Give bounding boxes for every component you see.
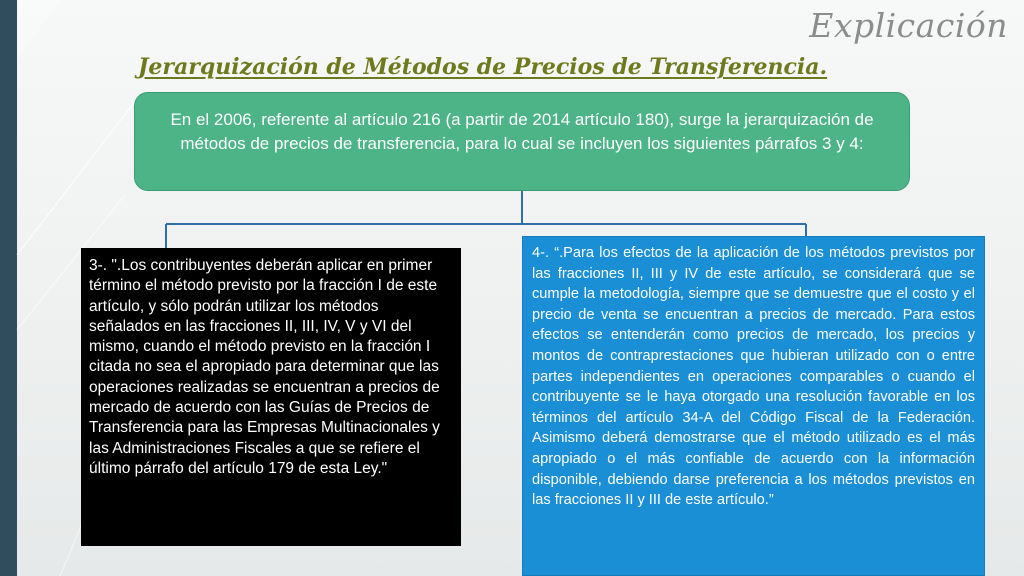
paragraph-4-text: 4-. “.Para los efectos de la aplicación de los métodos previstos por las fracciones II, III y IV de este artículo, se considerará que se cumple la metodología, siempre que se demuestre que el costo y el precio de venta se encuentran a precios de mercado. Para estos efectos se entenderán como precios de mercado, los precios y montos de contraprestaciones que hubieran utilizado con o entre partes independientes en operaciones comparables o cuando el contribuyente se le haya otorgado una resolución favorable en los términos del artículo 34-A del Código Fiscal de la Federación. Asimismo deberá demostrarse que el método utilizado es el más apropiado o el más confiable de acuerdo con la información disponible, debiendo darse preferencia a los métodos previstos en las fracciones II y III de este artículo.” xyxy=(532,245,975,509)
intro-text: En el 2006, referente al artículo 216 (a partir de 2014 artículo 180), surge la jerarquización de métodos de precios de transferencia, para lo cual se incluyen los siguientes párrafos 3 y 4: xyxy=(170,110,874,153)
paragraph-4-box xyxy=(522,236,985,576)
section-label: Explicación xyxy=(809,6,1008,45)
slide-title: Jerarquización de Métodos de Precios de Transferencia. xyxy=(138,54,828,80)
paragraph-3-text: 3-. ".Los contribuyentes deberán aplicar en primer término el método previsto por la fracción I de este artículo, y sólo podrán utilizar los métodos señalados en las fracciones II, III, IV, V y VI del mismo, cuando el método previsto en la fracción I citada no sea el apropiado para determinar que las operaciones realizadas se encuentran a precios de mercado de acuerdo con las Guías de Precios de Transferencia para las Empresas Multinacionales y las Administraciones Fiscales a que se refiere el último párrafo del artículo 179 de esta Ley." xyxy=(89,257,440,477)
paragraph-3-box xyxy=(81,248,461,546)
